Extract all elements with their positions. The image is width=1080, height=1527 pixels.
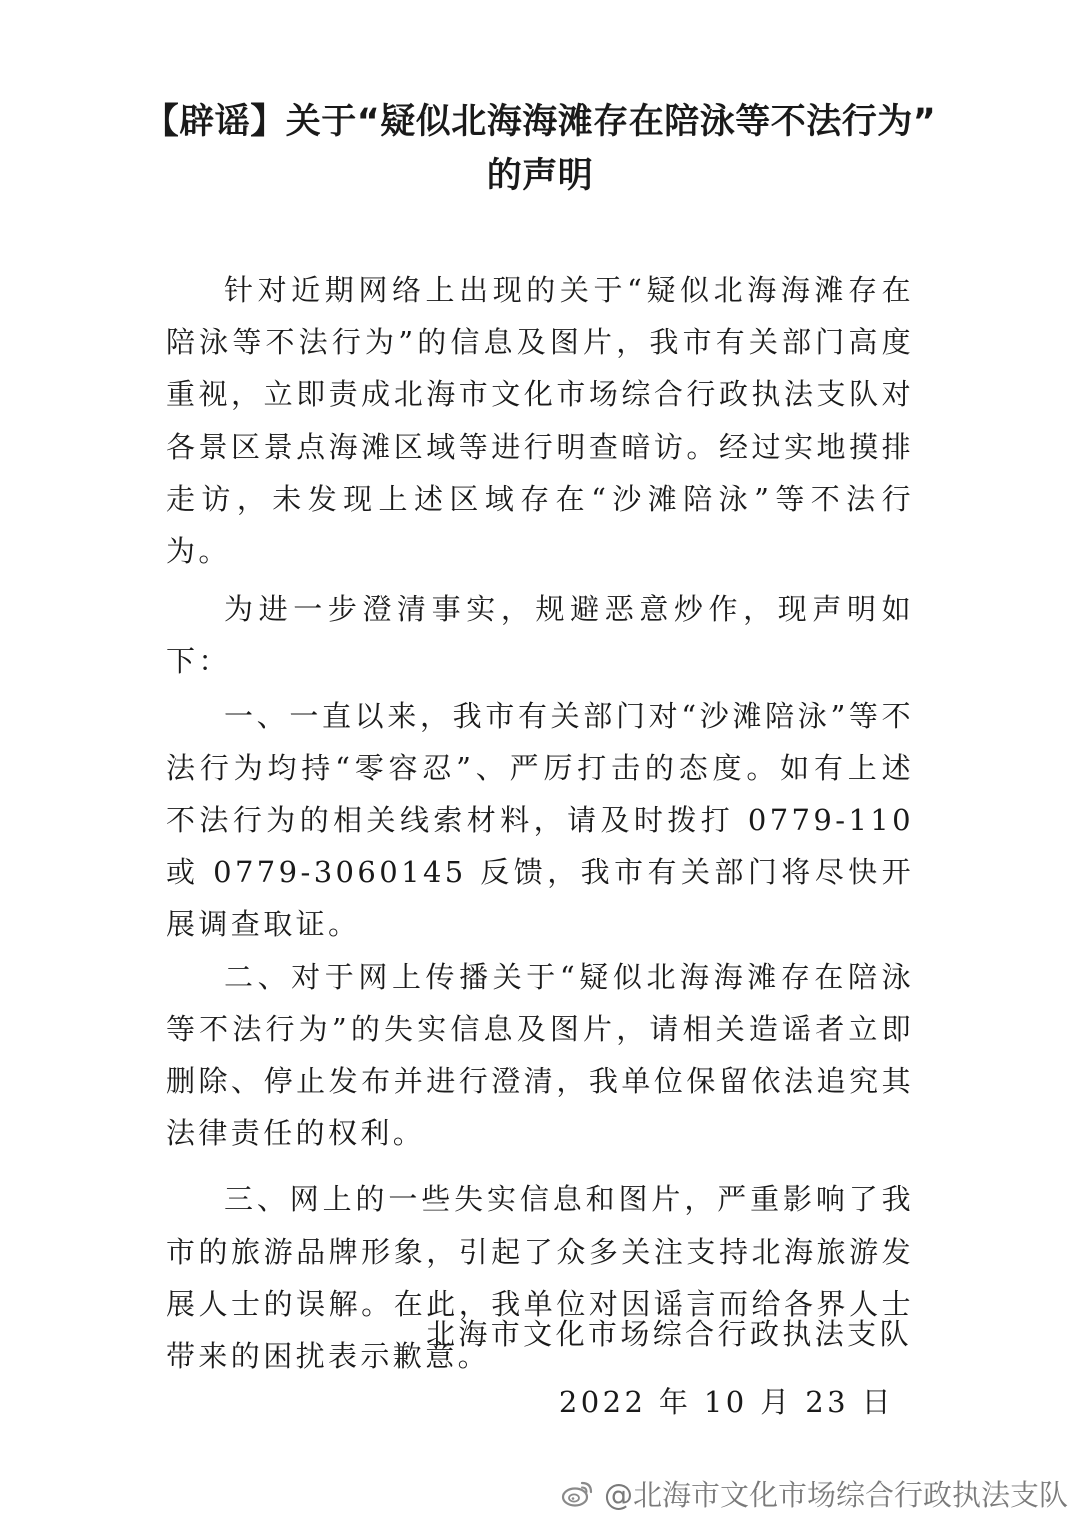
paragraph-point-three: 三、网上的一些失实信息和图片，严重影响了我市的旅游品牌形象，引起了众多关注支持北海旅游发展人士的误解。在此，我单位对因谣言而给各界人士带来的困扰表示歉意。	[166, 1182, 914, 1374]
paragraph-point-two: 二、对于网上传播关于“疑似北海海滩存在陪泳等不法行为”的失实信息及图片，请相关造谣者立即删除、停止发布并进行澄清，我单位保留依法追究其法律责任的权利。	[166, 959, 914, 1151]
weibo-icon	[560, 1475, 596, 1511]
signature-organization: 北海市文化市场综合行政执法支队	[425, 1317, 912, 1351]
paragraph-point-one: 一、一直以来，我市有关部门对“沙滩陪泳”等不法行为均持“零容忍”、严厉打击的态度。如有上述不法行为的相关线索材料，请及时拨打 0779-110 或 0779-3060145 反馈，我市有关部门将尽快开展调查取证。	[166, 698, 914, 942]
document-body	[166, 264, 914, 1382]
watermark-text: @北海市文化市场综合行政执法支队	[603, 1477, 1068, 1512]
paragraph-statement-lead: 为进一步澄清事实，规避恶意炒作，现声明如下：	[166, 592, 914, 679]
paragraph-intro: 针对近期网络上出现的关于“疑似北海海滩存在陪泳等不法行为”的信息及图片，我市有关部门高度重视，立即责成北海市文化市场综合行政执法支队对各景区景点海滩区域等进行明查暗访。经过实地摸排走访，未发现上述区域存在“沙滩陪泳”等不法行为。	[166, 273, 914, 569]
document-title-line1: 【辟谣】关于“疑似北海海滩存在陪泳等不法行为”	[143, 102, 937, 142]
weibo-watermark	[560, 1473, 1068, 1513]
signature-date: 2022 年 10 月 23 日	[558, 1385, 894, 1419]
document-title-line2: 的声明	[486, 156, 594, 196]
